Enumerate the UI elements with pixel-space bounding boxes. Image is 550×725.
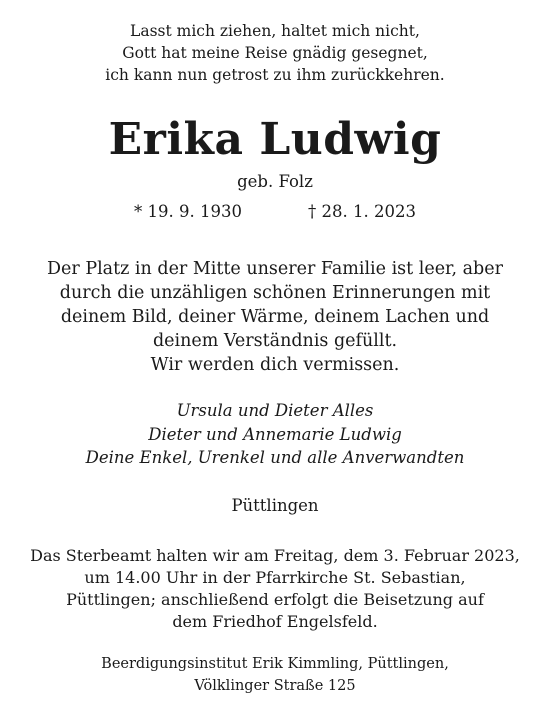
place-name: Püttlingen — [231, 496, 319, 515]
poem-line: ich kann nun getrost zu ihm zurückkehren. — [105, 66, 445, 84]
poem — [0, 20, 550, 86]
service-line: um 14.00 Uhr in der Pfarrkirche St. Sebastian, — [84, 568, 466, 587]
service-line: Das Sterbeamt halten wir am Freitag, dem 3. Februar 2023, — [30, 546, 520, 565]
tribute-line: Der Platz in der Mitte unserer Familie ist leer, aber — [47, 259, 503, 279]
tribute-line: Wir werden dich vermissen. — [150, 355, 400, 375]
service-details — [0, 545, 550, 633]
funeral-home-line: Beerdigungsinstitut Erik Kimmling, Püttlingen, — [101, 656, 449, 672]
mourners-list — [0, 399, 550, 470]
poem-line: Lasst mich ziehen, haltet mich nicht, — [130, 22, 420, 40]
tribute-line: deinem Verständnis gefüllt. — [152, 331, 398, 351]
deceased-name: Erika Ludwig — [108, 114, 442, 165]
mourner-line: Ursula und Dieter Alles — [176, 401, 374, 420]
service-line: dem Friedhof Engelsfeld. — [172, 612, 378, 631]
tribute-line: deinem Bild, deiner Wärme, deinem Lachen und — [60, 307, 490, 327]
mourner-line: Deine Enkel, Urenkel und alle Anverwandten — [85, 448, 465, 467]
mourner-line: Dieter und Annemarie Ludwig — [148, 424, 402, 444]
funeral-home — [0, 653, 550, 697]
tribute-line: durch die unzähligen schönen Erinnerungen mit — [59, 283, 491, 303]
death-date: † 28. 1. 2023 — [308, 202, 416, 221]
poem-line: Gott hat meine Reise gnädig gesegnet, — [122, 44, 428, 62]
maiden-name: geb. Folz — [237, 172, 313, 191]
service-line: Püttlingen; anschließend erfolgt die Beisetzung auf — [66, 590, 484, 609]
birth-date: * 19. 9. 1930 — [134, 202, 242, 221]
tribute-text — [0, 257, 550, 377]
funeral-home-line: Völklinger Straße 125 — [194, 678, 356, 694]
